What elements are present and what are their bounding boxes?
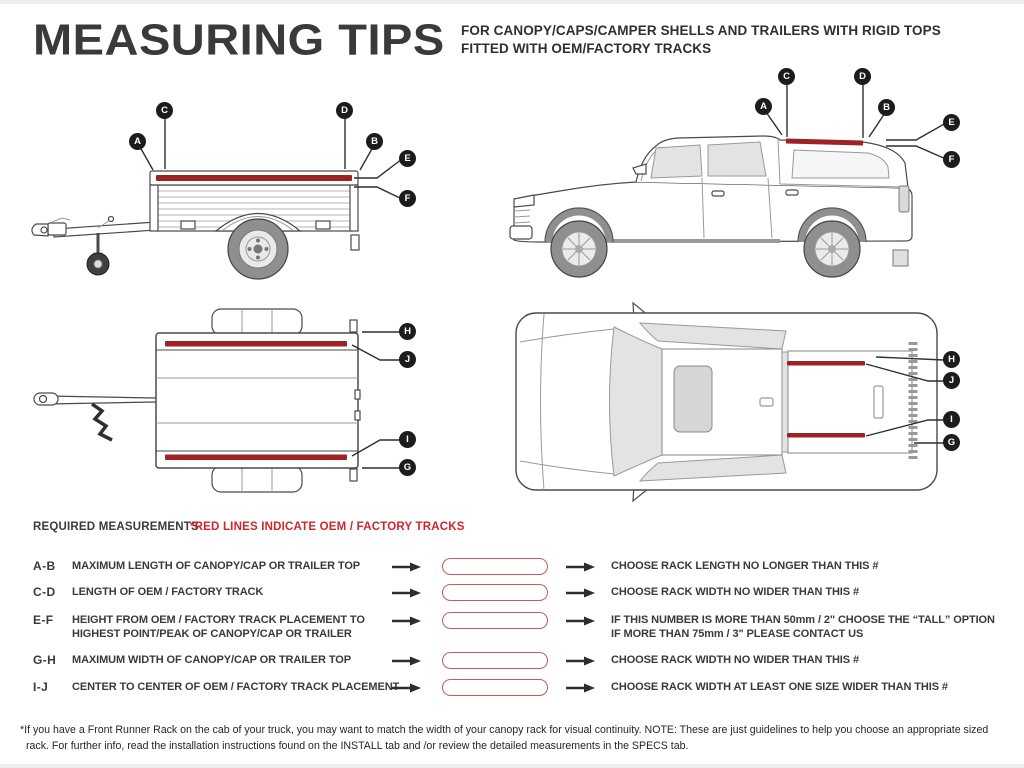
measurement-row-cd [30, 586, 1010, 614]
measurement-guidance: CHOOSE RACK WIDTH NO WIDER THAN THIS # [611, 586, 859, 598]
trailer-top-callout-i: I [399, 431, 416, 448]
red-lines-note: *RED LINES INDICATE OEM / FACTORY TRACKS [190, 521, 465, 533]
footnote: *If you have a Front Runner Rack on the cab of your truck, you may want to match the width of your canopy rack for visual continuity. NOTE: These are just guidelines to help you choose an appropriate sized rack. For further info, read the installation instructions found on the INSTALL tab and /or review the detailed measurements in the SPECS tab. [20, 724, 989, 752]
truck-side-callout-b: B [878, 99, 895, 116]
range-label: A-B [33, 559, 56, 573]
measurement-description: LENGTH OF OEM / FACTORY TRACK [72, 586, 264, 598]
range-label: G-H [33, 653, 57, 667]
oem-track-line [165, 455, 347, 461]
arrow-icon [392, 587, 422, 599]
trailer-side-callout-d: D [336, 102, 353, 119]
measurement-row-gh [30, 654, 1010, 682]
arrow-icon [392, 682, 422, 694]
trailer-side-callout-c: C [156, 102, 173, 119]
page-subtitle [461, 22, 1006, 58]
measurement-description: MAXIMUM LENGTH OF CANOPY/CAP OR TRAILER TOP [72, 560, 361, 572]
measurement-row-ij [30, 681, 1010, 709]
measurement-guidance: CHOOSE RACK WIDTH NO WIDER THAN THIS # [611, 654, 859, 666]
required-measurements-heading: REQUIRED MEASUREMENTS [33, 521, 199, 533]
truck-side-callout-c: C [778, 68, 795, 85]
measurement-guidance: CHOOSE RACK LENGTH NO LONGER THAN THIS # [611, 560, 879, 572]
measurement-value-blank [442, 584, 548, 601]
arrow-icon [566, 655, 596, 667]
trailer-side-callout-a: A [129, 133, 146, 150]
range-label: C-D [33, 585, 56, 599]
trailer-top-callout-j: J [399, 351, 416, 368]
page-title: MEASURING TIPS [33, 14, 445, 64]
oem-track-line [786, 141, 863, 143]
arrow-icon [566, 682, 596, 694]
oem-track-line [787, 361, 865, 366]
oem-track-line [165, 341, 347, 347]
measurement-row-ef [30, 614, 1010, 656]
measurement-value-blank [442, 679, 548, 696]
truck-top-callout-i: I [943, 411, 960, 428]
truck-top-view-drawing [516, 303, 944, 501]
subtitle-line-1: FOR CANOPY/CAPS/CAMPER SHELLS AND TRAILERS WITH RIGID TOPS [461, 23, 941, 38]
trailer-top-callout-g: G [399, 459, 416, 476]
arrow-icon [566, 561, 596, 573]
measurement-guidance: CHOOSE RACK WIDTH AT LEAST ONE SIZE WIDER THAN THIS # [611, 681, 948, 693]
range-label: I-J [33, 680, 49, 694]
measurement-description: MAXIMUM WIDTH OF CANOPY/CAP OR TRAILER TOP [72, 654, 351, 666]
arrow-icon [566, 587, 596, 599]
arrow-icon [392, 655, 422, 667]
truck-side-callout-d: D [854, 68, 871, 85]
truck-top-callout-g: G [943, 434, 960, 451]
arrow-icon [566, 615, 596, 627]
measurement-value-blank [442, 652, 548, 669]
oem-track-line [156, 175, 352, 181]
measurement-guidance: IF THIS NUMBER IS MORE THAN 50mm / 2" CHOOSE THE “TALL” OPTION IF MORE THAN 75mm / 3" PLEASE CONTACT US [611, 614, 995, 640]
oem-track-line [787, 433, 865, 438]
truck-top-callout-j: J [943, 372, 960, 389]
arrow-icon [392, 561, 422, 573]
truck-top-callout-h: H [943, 351, 960, 368]
trailer-side-callout-e: E [399, 150, 416, 167]
trailer-top-view-drawing [34, 309, 400, 492]
subtitle-line-2: FITTED WITH OEM/FACTORY TRACKS [461, 40, 712, 56]
measurement-description: CENTER TO CENTER OF OEM / FACTORY TRACK PLACEMENT [72, 681, 400, 693]
top-edge-strip [0, 0, 1024, 4]
truck-side-callout-f: F [943, 151, 960, 168]
arrow-icon [392, 615, 422, 627]
measurement-value-blank [442, 612, 548, 629]
range-label: E-F [33, 613, 54, 627]
truck-side-callout-a: A [755, 98, 772, 115]
bottom-edge-strip [0, 764, 1024, 768]
trailer-top-callout-h: H [399, 323, 416, 340]
trailer-side-callout-b: B [366, 133, 383, 150]
trailer-side-view-drawing [32, 115, 402, 279]
trailer-side-callout-f: F [399, 190, 416, 207]
truck-side-callout-e: E [943, 114, 960, 131]
measurement-value-blank [442, 558, 548, 575]
measurement-description: HEIGHT FROM OEM / FACTORY TRACK PLACEMENT TO HIGHEST POINT/PEAK OF CANOPY/CAP OR TRAILER [72, 614, 365, 640]
